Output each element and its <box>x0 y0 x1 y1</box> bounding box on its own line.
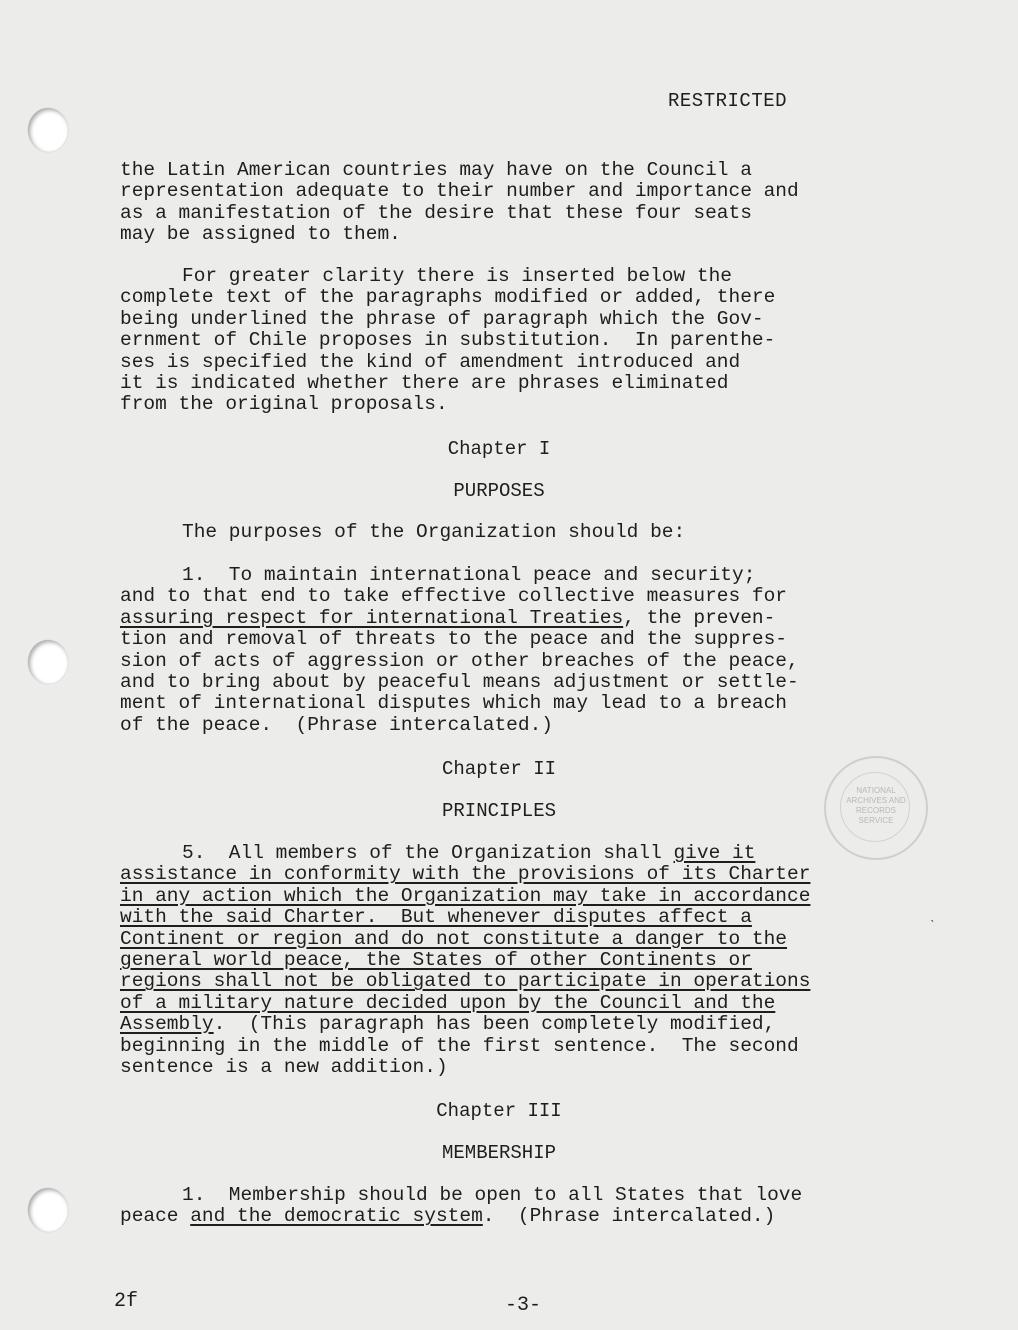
underlined-phrase: assuring respect for international Treaties <box>120 606 624 629</box>
text-segment: peace <box>120 1205 191 1228</box>
text-line <box>120 608 900 629</box>
classification-label: RESTRICTED <box>668 90 788 112</box>
text-line <box>120 886 900 907</box>
stamp-line: ARCHIVES AND <box>846 796 906 805</box>
text-line <box>120 929 900 950</box>
text-line: the Latin American countries may have on the Council a <box>120 159 752 181</box>
text-line: 1. To maintain international peace and security; <box>182 564 756 586</box>
text-line: sion of acts of aggression or other breaches of the peace, <box>120 649 799 672</box>
chapter-1-heading: Chapter I <box>447 438 551 460</box>
punch-hole-top <box>28 108 68 152</box>
text-line: being underlined the phrase of paragraph which the Gov- <box>120 307 764 330</box>
text-line: and to that end to take effective collective measures for <box>120 585 788 608</box>
text-segment: . (Phrase intercalated.) <box>482 1205 776 1228</box>
text-line <box>120 1014 900 1035</box>
text-line: ernment of Chile proposes in substitution. In parenthe- <box>120 329 776 352</box>
text-line <box>120 864 900 885</box>
chapter-2-paragraph <box>120 843 900 1078</box>
chapter-2-title: PRINCIPLES <box>441 800 557 822</box>
stamp-line: RECORDS <box>855 806 896 815</box>
text-line: For greater clarity there is inserted below the <box>182 265 732 287</box>
text-line: sentence is a new addition.) <box>120 1055 448 1078</box>
text-line: and to bring about by peaceful means adjustment or settle- <box>120 670 799 693</box>
chapter-1-intro <box>120 522 900 543</box>
text-line: representation adequate to their number and importance and <box>120 180 799 203</box>
underlined-phrase: general world peace, the States of other Continents or <box>120 948 752 971</box>
underlined-phrase: with the said Charter. But whenever disputes affect a <box>120 906 752 929</box>
chapter-3-heading: Chapter III <box>436 1100 562 1122</box>
text-line: may be assigned to them. <box>120 223 401 246</box>
text-segment: . (This paragraph has been completely modified, <box>213 1013 776 1036</box>
stamp-text <box>826 786 926 826</box>
stamp-line: SERVICE <box>858 816 894 825</box>
text-line: ses is specified the kind of amendment introduced and <box>120 350 741 373</box>
chapter-1-paragraph <box>120 565 900 736</box>
archive-stamp <box>824 756 928 860</box>
text-line: of the peace. (Phrase intercalated.) <box>120 713 553 736</box>
text-line <box>120 971 900 992</box>
chapter-1-title: PURPOSES <box>453 480 545 502</box>
stamp-line: NATIONAL <box>856 786 896 795</box>
punch-hole-middle <box>28 640 68 684</box>
text-line <box>120 907 900 928</box>
page-number: -3- <box>505 1294 542 1317</box>
text-line <box>120 843 900 864</box>
underlined-phrase: and the democratic system <box>190 1205 483 1228</box>
chapter-2-heading: Chapter II <box>441 758 557 780</box>
underlined-phrase: assistance in conformity with the provisions of its Charter <box>120 863 811 886</box>
text-line: complete text of the paragraphs modified or added, there <box>120 286 776 309</box>
text-segment: 5. All members of the Organization shall <box>182 842 674 864</box>
punch-hole-bottom <box>28 1188 68 1232</box>
underlined-phrase: Assembly <box>120 1013 214 1036</box>
text-line <box>120 1206 900 1227</box>
text-line: 1. Membership should be open to all States that love <box>182 1184 803 1206</box>
underlined-phrase: in any action which the Organization may take in accordance <box>120 884 811 907</box>
text-line <box>120 993 900 1014</box>
footer-code: 2f <box>114 1290 139 1313</box>
margin-mark: ˎ <box>928 908 937 924</box>
underlined-phrase: regions shall not be obligated to participate in operations <box>120 970 811 993</box>
underlined-phrase: of a military nature decided upon by the Council and the <box>120 991 776 1014</box>
underlined-phrase: give it <box>673 842 756 864</box>
text-line: it is indicated whether there are phrases eliminated <box>120 371 729 394</box>
text-segment: , the preven- <box>623 606 776 629</box>
underlined-phrase: Continent or region and do not constitute a danger to the <box>120 927 788 950</box>
chapter-3-paragraph <box>120 1185 900 1228</box>
text-line: tion and removal of threats to the peace and the suppres- <box>120 628 788 651</box>
text-line: from the original proposals. <box>120 393 448 416</box>
text-line <box>120 950 900 971</box>
text-line: as a manifestation of the desire that these four seats <box>120 201 752 224</box>
clarity-paragraph <box>120 266 900 416</box>
text-line: ment of international disputes which may lead to a breach <box>120 692 788 715</box>
intro-paragraph <box>120 160 900 246</box>
chapter-3-title: MEMBERSHIP <box>441 1142 557 1164</box>
text-line: beginning in the middle of the first sentence. The second <box>120 1034 799 1057</box>
text-line: The purposes of the Organization should be: <box>182 521 686 543</box>
